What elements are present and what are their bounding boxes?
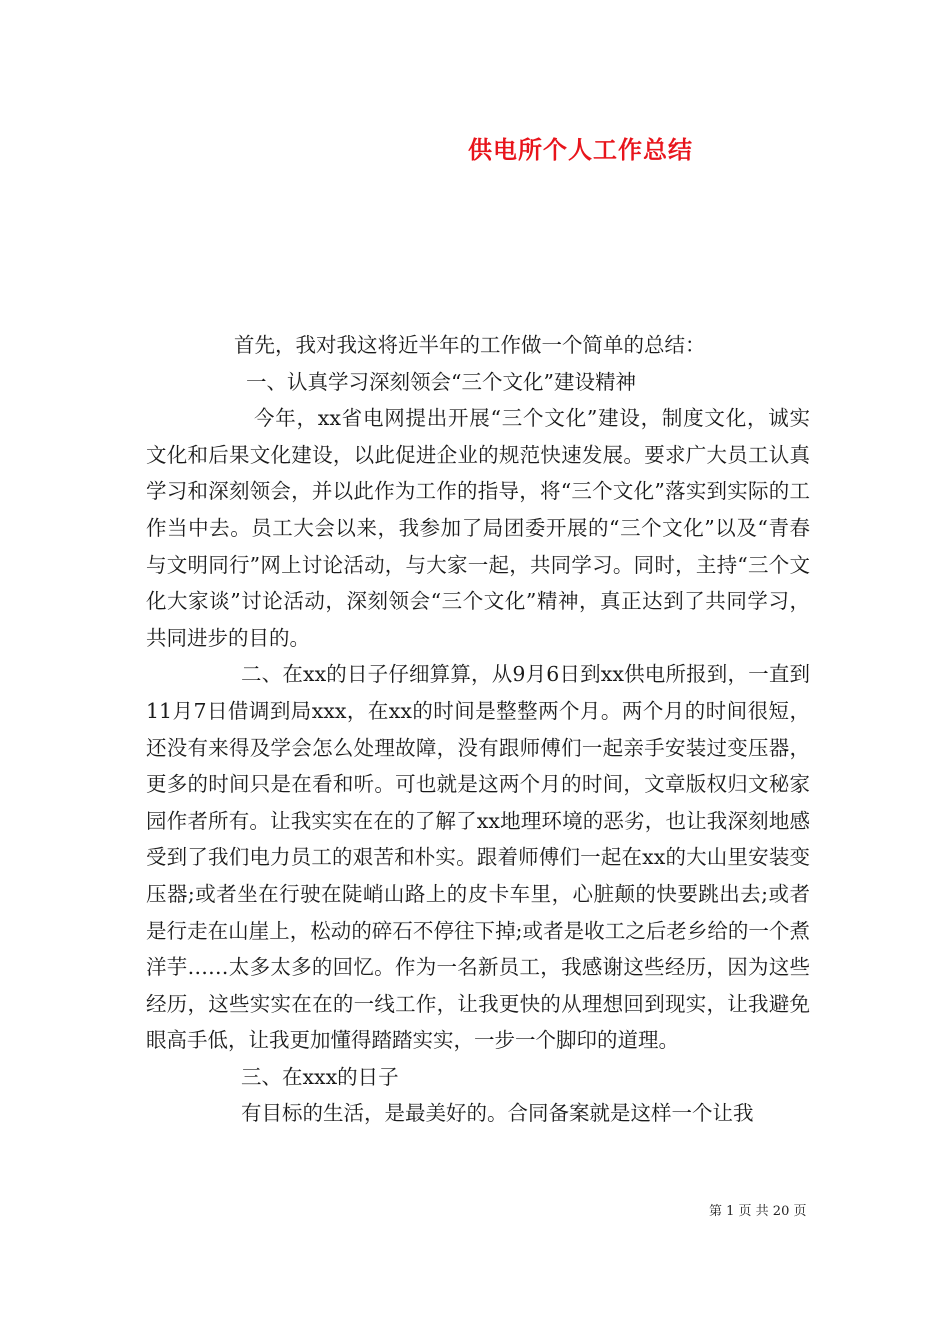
page-number: 第 1 页 共 20 页 [709,1204,807,1219]
paragraph-intro: 首先，我对我这将近半年的工作做一个简单的总结： [234,333,706,357]
paragraph-section-3: 有目标的生活，是最美好的。合同备案就是这样一个让我 [241,1101,754,1126]
paragraph-section-1: 今年，xx省电网提出开展“三个文化”建设，制度文化，诚实文化和后果文化建设，以此促进企业的规范快速发展。要求广大员工认真学习和深刻领会，并以此作为工作的指导，将“三个文化”落实到实际的工作当中去。员工大会以来，我参加了局团委开展的“三个文化”以及“青春与文明同行”网上讨论活动，与大家一起，共同学习。同时，主持“三个文化大家谈”讨论活动，深刻领会“三个文化”精神，真正达到了共同学习，共同进步的目的。 [146,406,810,650]
document-body [146,327,810,1132]
document-title: 供电所个人工作总结 [468,135,693,164]
paragraph-section-2: 二、在xx的日子仔细算算，从9月6日到xx供电所报到，一直到11月7日借调到局xxx，在xx的时间是整整两个月。两个月的时间很短，还没有来得及学会怎么处理故障，没有跟师傅们一起亲手安装过变压器，更多的时间只是在看和听。可也就是这两个月的时间，文章版权归文秘家园作者所有。让我实实在在的了解了xx地理环境的恶劣，也让我深刻地感受到了我们电力员工的艰苦和朴实。跟着师傅们一起在xx的大山里安装变压器;或者坐在行驶在陡峭山路上的皮卡车里，心脏颠的快要跳出去;或者是行走在山崖上，松动的碎石不停往下掉;或者是收工之后老乡给的一个煮洋芋……太多太多的回忆。作为一名新员工，我感谢这些经历，因为这些经历，这些实实在在的一线工作，让我更快的从理想回到现实，让我避免眼高手低，让我更加懂得踏踏实实，一步一个脚印的道理。 [146,662,810,1053]
section-heading-1: 一、认真学习深刻领会“三个文化”建设精神 [246,369,636,394]
section-heading-3: 三、在xxx的日子 [241,1064,399,1089]
